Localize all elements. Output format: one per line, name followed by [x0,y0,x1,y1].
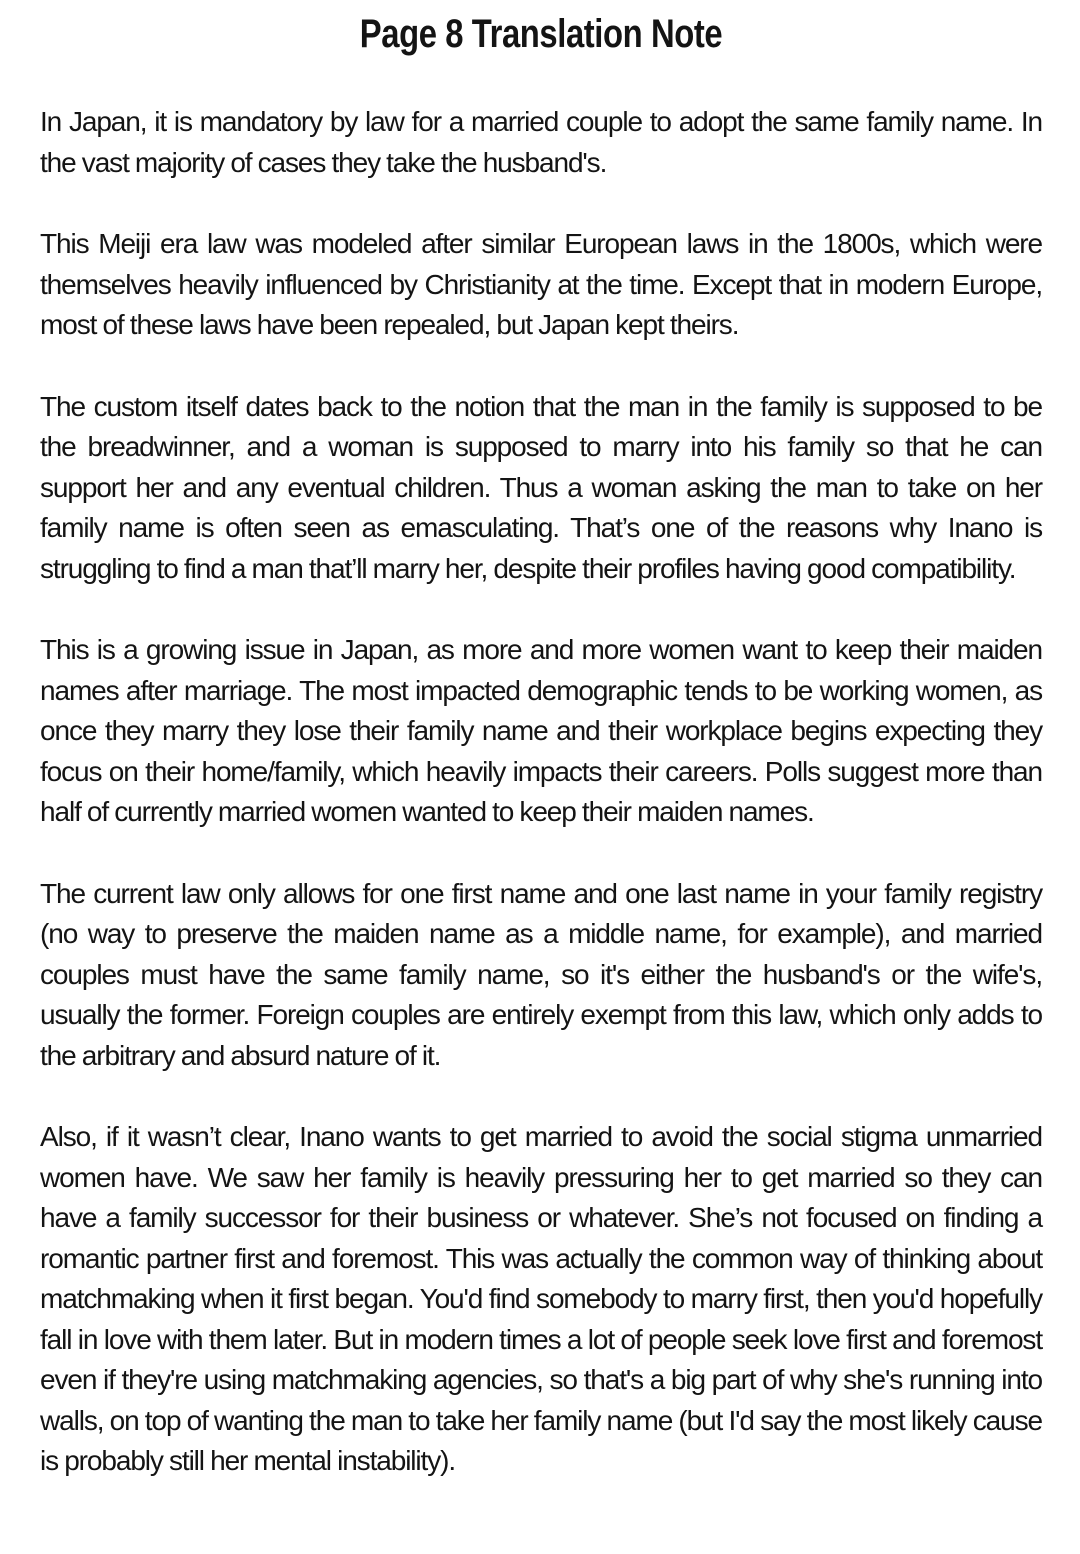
paragraph-6: Also, if it wasn’t clear, Inano wants to get married to avoid the social stigma unmarried women have. We saw her family is heavily pressuring her to get married so they can have a family successor for their business or whatever. She’s not focused on finding a romantic partner first and foremost. This was actually the common way of thinking about matchmaking when it first began. You'd find somebody to marry first, then you'd hopefully fall in love with them later. But in modern times a lot of people seek love first and foremost even if they're using matchmaking agencies, so that's a big part of why she's running into walls, on top of wanting the man to take her family name (but I'd say the most likely cause is probably still her mental instability). [40,1121,1042,1476]
paragraph-3: The custom itself dates back to the notion that the man in the family is supposed to be the breadwinner, and a woman is supposed to marry into his family so that he can support her and any eventual children. Thus a woman asking the man to take on her family name is often seen as emasculating. That’s one of the reasons why Inano is struggling to find a man that’ll marry her, despite their profiles having good compatibility. [40,390,1042,584]
page-title: Page 8 Translation Note [359,12,723,56]
paragraph-4: This is a growing issue in Japan, as more and more women want to keep their maiden names after marriage. The most impacted demographic tends to be working women, as once they marry they lose their family name and their workplace begins expecting they focus on their home/family, which heavily impacts their careers. Polls suggest more than half of currently married women wanted to keep their maiden names. [40,634,1042,827]
note-body [40,102,1042,1482]
paragraph-1: In Japan, it is mandatory by law for a married couple to adopt the same family name. In the vast majority of cases they take the husband's. [40,106,1042,178]
paragraph-5: The current law only allows for one first name and one last name in your family registry (no way to preserve the maiden name as a middle name, for example), and married couples must have the same family name, so it's either the husband's or the wife's, usually the former. Foreign couples are entirely exempt from this law, which only adds to the arbitrary and absurd nature of it. [40,877,1042,1071]
paragraph-2: This Meiji era law was modeled after similar European laws in the 1800s, which were themselves heavily influenced by Christianity at the time. Except that in modern Europe, most of these laws have been repealed, but Japan kept theirs. [40,228,1042,340]
